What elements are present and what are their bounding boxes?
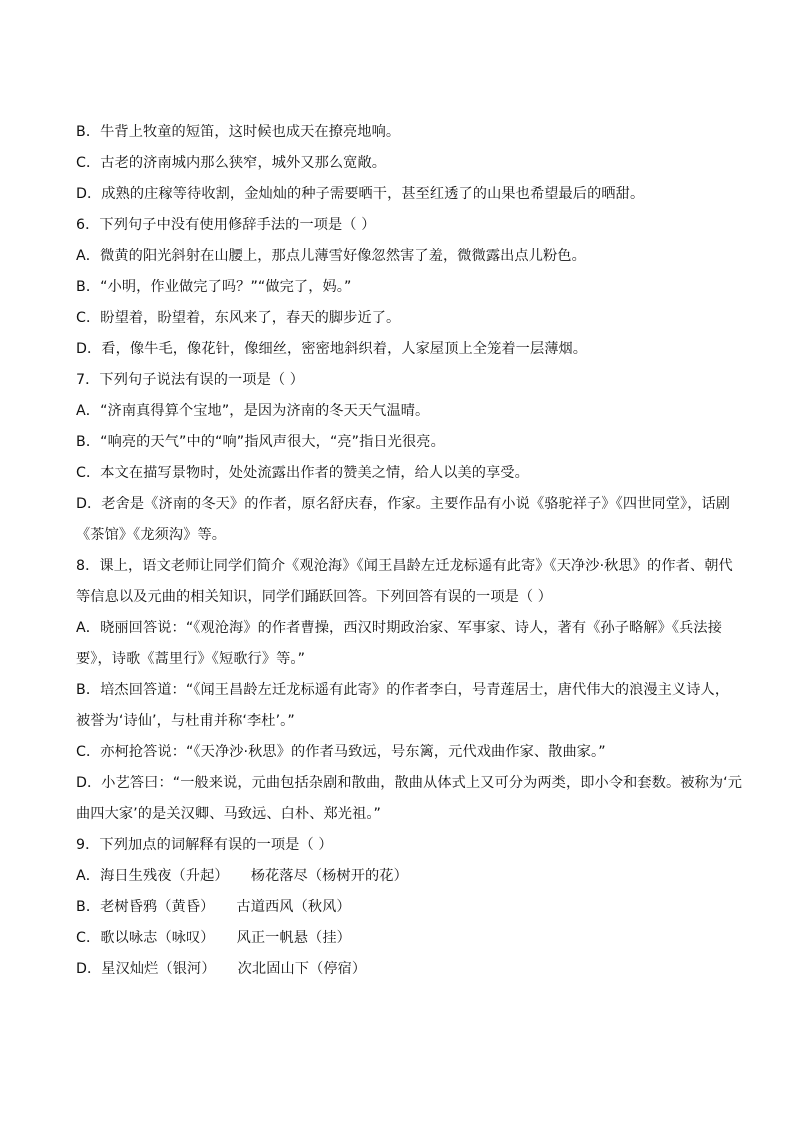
- q8-option-d-line1: D．小艺答曰：“一般来说，元曲包括杂剧和散曲，散曲从体式上又可分为两类，即小令和套数。被称为‘元: [76, 775, 743, 791]
- q8-option-c: C．亦柯抢答说：“《天净沙·秋思》的作者马致远，号东篱，元代戏曲作家、散曲家。”: [76, 744, 606, 760]
- q9-option-c-part2: 风正一帆悬（挂）: [236, 930, 351, 946]
- q5-option-b: B．牛背上牧童的短笛，这时候也成天在撩亮地响。: [76, 124, 401, 140]
- q7-stem: 7．下列句子说法有误的一项是（ ）: [76, 372, 305, 388]
- q8-option-a-line1: A．晓丽回答说：“《观沧海》的作者曹操，西汉时期政治家、军事家、诗人，著有《孙子略解》《兵法接: [76, 620, 722, 636]
- q7-option-c: C．本文在描写景物时，处处流露出作者的赞美之情，给人以美的享受。: [76, 465, 529, 481]
- q9-option-a: [76, 861, 726, 892]
- q8-option-b-line1: B．培杰回答道：“《闻王昌龄左迁龙标遥有此寄》的作者李白，号青莲居士，唐代伟大的浪漫主义诗人，: [76, 682, 730, 698]
- q8-stem-line2: 等信息以及元曲的相关知识，同学们踊跃回答。下列回答有误的一项是（ ）: [76, 589, 553, 605]
- q8-option-d-line2: 曲四大家’的是关汉卿、马致远、白朴、郑光祖。”: [76, 806, 381, 822]
- q9-option-a-part2: 杨花落尽（杨树开的花）: [250, 868, 408, 884]
- q9-option-c-part1: C．歌以咏志（咏叹）: [76, 930, 215, 946]
- q5-option-d: D．成熟的庄稼等待收割，金灿灿的种子需要晒干，甚至红透了的山果也希望最后的晒甜。: [76, 186, 645, 202]
- q9-option-d: [76, 954, 726, 985]
- q6-option-c: C．盼望着，盼望着，东风来了，春天的脚步近了。: [76, 310, 401, 326]
- q6-stem: 6．下列句子中没有使用修辞手法的一项是（ ）: [76, 217, 376, 233]
- q8-option-b-line2: 被誉为‘诗仙’，与杜甫并称‘李杜’。”: [76, 713, 295, 729]
- q8-option-a-line2: 要》，诗歌《蒿里行》《短歌行》等。”: [76, 651, 306, 667]
- q7-option-b: B．“响亮的天气”中的“响”指风声很大，“亮”指日光很亮。: [76, 434, 445, 450]
- q9-option-d-part1: D．星汉灿烂（银河）: [76, 961, 216, 977]
- q9-option-c: [76, 923, 726, 954]
- q5-option-c: C．古老的济南城内那么狭窄，城外又那么宽敞。: [76, 155, 387, 171]
- q7-option-d-line2: 《茶馆》《龙须沟》等。: [76, 527, 227, 543]
- q6-option-d: D．看，像牛毛，像花针，像细丝，密密地斜织着，人家屋顶上全笼着一层薄烟。: [76, 341, 588, 357]
- q9-option-a-part1: A．海日生残夜（升起）: [76, 868, 229, 884]
- document-page: [76, 117, 743, 985]
- q9-stem: 9．下列加点的词解释有误的一项是（ ）: [76, 837, 333, 853]
- q7-option-d-line1: D．老舍是《济南的冬天》的作者，原名舒庆春，作家。主要作品有小说《骆驼祥子》《四世同堂》，话剧: [76, 496, 731, 512]
- q6-option-a: A．微黄的阳光斜射在山腰上，那点儿薄雪好像忽然害了羞，微微露出点儿粉色。: [76, 248, 586, 264]
- q9-option-b-part2: 古道西风（秋风）: [236, 899, 351, 915]
- q7-option-a: A．“济南真得算个宝地”，是因为济南的冬天天气温晴。: [76, 403, 430, 419]
- q9-option-b-part1: B．老树昏鸦（黄昏）: [76, 899, 215, 915]
- q8-stem-line1: 8．课上，语文老师让同学们简介《观沧海》《闻王昌龄左迁龙标遥有此寄》《天净沙·秋思》的作者、朝代: [76, 558, 733, 574]
- q6-option-b: B．“小明，作业做完了吗？”“做完了，妈。”: [76, 279, 352, 295]
- q9-option-b: [76, 892, 726, 923]
- q9-option-d-part2: 次北固山下（停宿）: [237, 961, 367, 977]
